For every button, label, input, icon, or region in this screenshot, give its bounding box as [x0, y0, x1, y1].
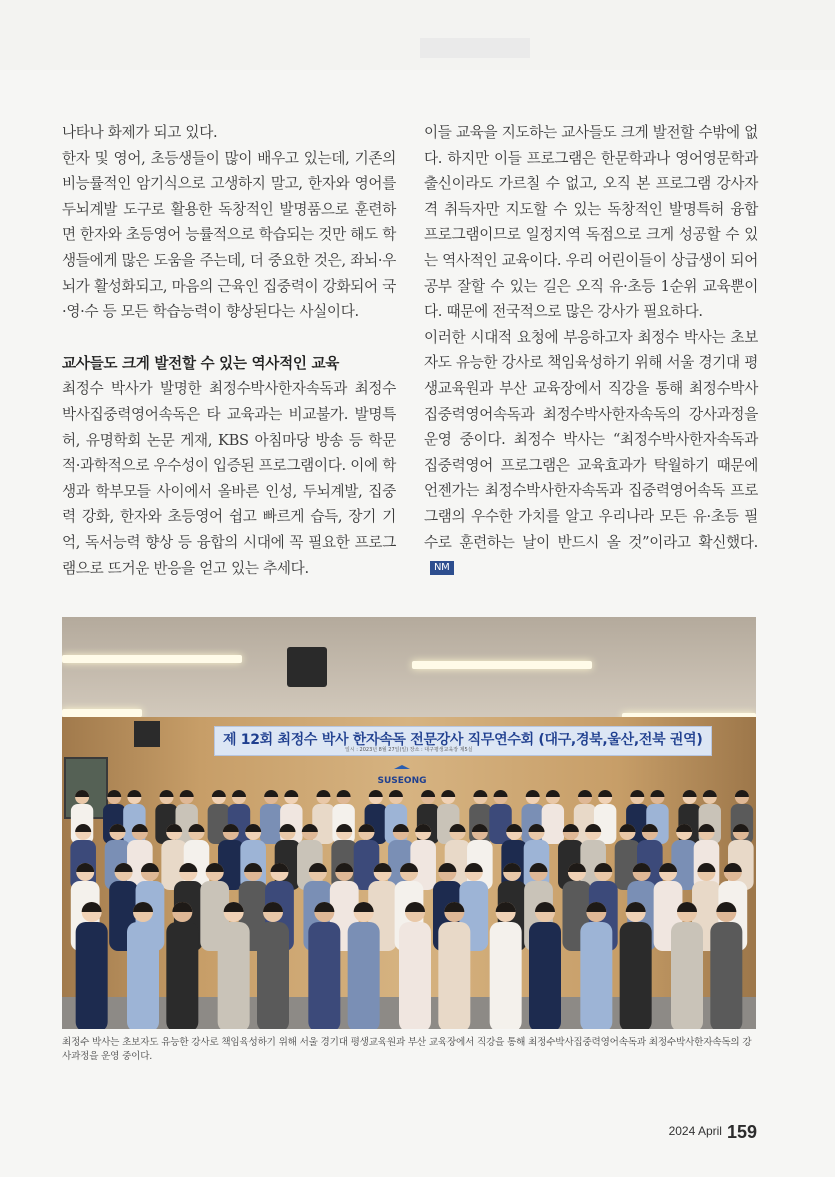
attendee-hair [578, 790, 592, 797]
attendee-body [710, 922, 742, 1029]
page-number: 159 [726, 1122, 757, 1142]
attendee-hair [337, 790, 351, 797]
attendee-hair [650, 790, 664, 797]
attendee-hair [369, 790, 383, 797]
attendee-body [166, 922, 198, 1029]
attendee-hair [494, 790, 508, 797]
attendee-body [580, 922, 612, 1029]
attendee-body [490, 922, 522, 1029]
attendee-body [620, 922, 652, 1029]
attendee-hair [526, 790, 540, 797]
left-paragraph-2: 한자 및 영어, 초등생들이 많이 배우고 있는데, 기존의 비능률적인 암기식으로 고생하지 말고, 한자와 영어를 두뇌계발 도구로 활용한 독창적인 발명품으로 훈련하면 한자와 초등영어 능률적으로 학습되는 것만 해도 학생들에게 많은 도움을 주는데, 더 중요한 것은, 좌뇌·우뇌가 활성화되고, 마음의 근육인 집중력이 강화되어 국·영·수 등 모든 학습능력이 향상된다는 사실이다. [62, 149, 396, 321]
issue-date: 2024 April [668, 1124, 722, 1138]
attendee-hair [421, 790, 435, 797]
attendee-body [438, 922, 470, 1029]
section-subheading: 교사들도 크게 발전할 수 있는 역사적인 교육 [62, 354, 340, 372]
attendee-hair [473, 790, 487, 797]
ceiling-light [62, 655, 242, 663]
header-tab-decoration [420, 38, 530, 58]
event-banner [214, 726, 712, 756]
wall-speaker [134, 721, 160, 747]
attendee-hair [212, 790, 226, 797]
attendee-figures [70, 790, 753, 1029]
left-paragraph-3: 최정수 박사가 발명한 최정수박사한자속독과 최정수박사집중력영어속독은 타 교육과는 비교불가. 발명특허, 유명학회 논문 게재, KBS 아침마당 방송 등 학문적·과학적으로 우수성이 입증된 프로그램이다. 이에 학생과 학부모들 사이에서 올바른 인성, 두뇌계발, 집중력 강화, 한자와 초등영어 쉽고 빠르게 습득, 장기 기억, 독서능력 향상 등 융합의 시대에 꼭 필요한 프로그램으로 뜨거운 반응을 얻고 있는 추세다. [62, 380, 396, 577]
attendee-body [671, 922, 703, 1029]
attendee-body [542, 804, 564, 844]
attendee-body [76, 922, 108, 1029]
attendee-hair [316, 790, 330, 797]
right-paragraph-2 [424, 325, 758, 581]
attendee-body [312, 804, 334, 844]
logo-text: SUSEONG [377, 776, 427, 786]
ceiling-light [62, 709, 142, 717]
right-column [424, 120, 758, 581]
attendee-body [348, 922, 380, 1029]
attendee-hair [389, 790, 403, 797]
ceiling-light [412, 661, 592, 669]
attendee-body [529, 922, 561, 1029]
attendee-hair [264, 790, 278, 797]
attendee-hair [127, 790, 141, 797]
attendee-hair [703, 790, 717, 797]
attendee-hair [107, 790, 121, 797]
attendee-body [257, 922, 289, 1029]
left-column [62, 120, 396, 581]
attendee-body [127, 922, 159, 1029]
banner-subtitle: 일시 : 2023년 8월 27일(일) 장소 : 대구평생교육장 제5실 [345, 747, 473, 753]
end-mark-badge: NM [430, 561, 454, 575]
attendee-hair [75, 790, 89, 797]
attendee-hair [630, 790, 644, 797]
attendee-hair [598, 790, 612, 797]
attendee-hair [180, 790, 194, 797]
attendee-body [260, 804, 282, 844]
attendee-hair [735, 790, 749, 797]
attendee-hair [232, 790, 246, 797]
top-margin [0, 0, 835, 70]
page-folio [669, 1122, 757, 1143]
banner-title: 제 12회 최정수 박사 한자속독 전문강사 직무연수회 (대구,경북,울산,전북 권역) [223, 732, 703, 748]
attendee-body [399, 922, 431, 1029]
paragraph-gap [62, 325, 396, 351]
attendee-body [489, 804, 511, 844]
group-photo [62, 617, 756, 1029]
photo-caption: 최정수 박사는 초보자도 유능한 강사로 책임육성하기 위해 서울 경기대 평생교육원과 부산 교육장에서 직강을 통해 최정수박사집중력영어속독과 최정수박사한자속독의 강사과정을 운영 중이다. [62, 1037, 752, 1062]
right-paragraph-1: 이들 교육을 지도하는 교사들도 크게 발전할 수밖에 없다. 하지만 이들 프로그램은 한문학과나 영어영문학과 출신이라도 가르칠 수 없고, 오직 본 프로그램 강사자격 취득자만 지도할 수 있는 독창적인 발명특허 융합 프로그램이므로 일정지역 독점으로 크게 성공할 수 있는 역사적인 교육이다. 우리 어린이들이 상급생이 되어 공부 잘할 수 있는 길은 오직 유·초등 1순위 교육뿐이다. 때문에 전국적으로 많은 강사가 필요하다. [424, 124, 758, 321]
left-paragraph-1: 나타나 화제가 되고 있다. [62, 124, 218, 141]
attendee-hair [160, 790, 174, 797]
projector [287, 647, 327, 687]
attendee-body [218, 922, 250, 1029]
attendee-body [308, 922, 340, 1029]
attendee-hair [441, 790, 455, 797]
crowd-of-attendees [62, 777, 756, 1029]
attendee-hair [284, 790, 298, 797]
attendee-hair [546, 790, 560, 797]
attendee-hair [683, 790, 697, 797]
right-paragraph-2-text: 이러한 시대적 요청에 부응하고자 최정수 박사는 초보자도 유능한 강사로 책임육성하기 위해 서울 경기대 평생교육원과 부산 교육장에서 직강을 통해 최정수박사집중력영어속독과 최정수박사한자속독의 강사과정을 운영 중이다. 최정수 박사는 “최정수박사한자속독과 집중력영어 프로그램은 교육효과가 탁월하기 때문에 언젠가는 최정수박사한자속독과 집중력영어속독 프로그램의 우수한 가치를 알고 우리나라 모든 유·초등 필수로 훈련하는 날이 반드시 올 것”이라고 확신했다. [424, 328, 758, 551]
